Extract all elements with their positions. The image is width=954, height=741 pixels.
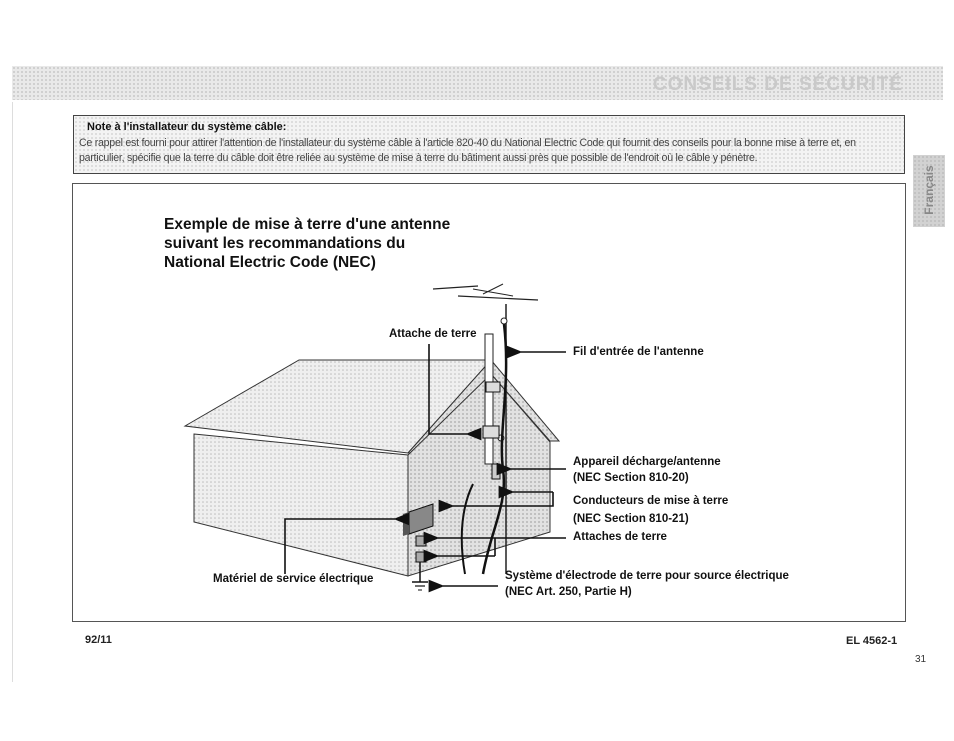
label-attaches-terre: Attaches de terre bbox=[573, 531, 667, 543]
figure-title-line: Exemple de mise à terre d'une antenne bbox=[164, 216, 451, 233]
figure-title-line: National Electric Code (NEC) bbox=[164, 254, 376, 271]
discharge-unit bbox=[492, 464, 500, 479]
label-materiel-service: Matériel de service électrique bbox=[213, 573, 374, 585]
label-systeme-nec: (NEC Art. 250, Partie H) bbox=[505, 586, 632, 598]
footer-doc-code: EL 4562-1 bbox=[846, 635, 898, 647]
label-attache-terre: Attache de terre bbox=[389, 328, 477, 340]
label-conducteurs-nec: (NEC Section 810-21) bbox=[573, 513, 689, 525]
section-title: CONSEILS DE SÉCURITÉ bbox=[652, 74, 903, 95]
note-title: Note à l'installateur du système câble: bbox=[87, 121, 287, 133]
label-conducteurs: Conducteurs de mise à terre bbox=[573, 495, 729, 507]
page-margin-rule bbox=[12, 102, 13, 682]
label-appareil-decharge: Appareil décharge/antenne bbox=[573, 456, 721, 468]
figure-title-line: suivant les recommandations du bbox=[164, 235, 406, 252]
label-appareil-nec: (NEC Section 810-20) bbox=[573, 472, 689, 484]
language-tab bbox=[913, 155, 945, 227]
mast-ground-clamp bbox=[483, 426, 499, 438]
footer-date: 92/11 bbox=[85, 634, 112, 646]
page-number: 31 bbox=[915, 654, 927, 665]
note-body: Ce rappel est fourni pour attirer l'attention de l'installateur du système câble à l'article 820-40 du National Electric Code qui fournit des conseils pour la bonne mise à terre et, en particulier, spécifie que la terre du câble doit être reliée au système de mise à terre du bâtiment aussi près que possible de l'endroit où le câble y pénètre. bbox=[79, 137, 856, 164]
language-tab-label: Français bbox=[922, 165, 936, 215]
grounding-figure bbox=[72, 183, 906, 622]
house-antenna-diagram bbox=[73, 184, 905, 621]
section-header-band bbox=[12, 66, 943, 100]
label-fil-entree: Fil d'entrée de l'antenne bbox=[573, 346, 704, 358]
ground-clamp bbox=[416, 536, 426, 546]
installer-note-box bbox=[73, 115, 905, 174]
label-systeme-electrode: Système d'électrode de terre pour source électrique bbox=[505, 570, 789, 582]
ground-clamp bbox=[416, 552, 426, 562]
mast-standoff bbox=[486, 382, 500, 392]
